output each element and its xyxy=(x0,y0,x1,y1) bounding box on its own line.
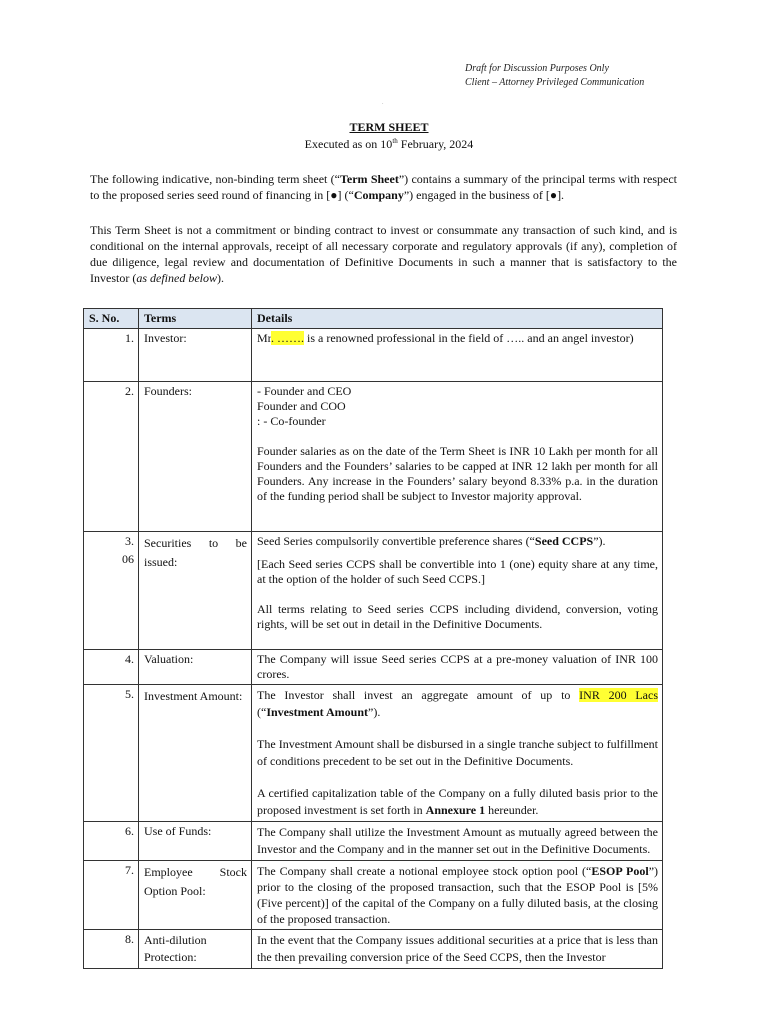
draft-notice xyxy=(465,62,644,90)
investment-line-2: The Investment Amount shall be disbursed in a single tranche subject to fulfillment of conditions precedent to be set out in the Definitive Documents. xyxy=(257,737,658,768)
investment-l3-text-a: A certified capitalization table of the Company on a fully diluted basis prior to the proposed investment is set forth in xyxy=(257,786,658,817)
header-details: Details xyxy=(252,309,663,329)
table-row xyxy=(84,329,663,382)
investment-line-1 xyxy=(257,687,658,721)
header-terms: Terms xyxy=(139,309,252,329)
intro-p1-bold-company: Company xyxy=(353,188,404,202)
row-number: 2. xyxy=(84,382,139,532)
row-number: 7. xyxy=(84,861,139,930)
draft-line-2: Client – Attorney Privileged Communication xyxy=(465,77,645,88)
page-title: TERM SHEET xyxy=(349,120,429,134)
table-row xyxy=(84,532,663,650)
row-number: 5. xyxy=(84,685,139,822)
spacer xyxy=(257,549,658,557)
executed-suffix: February, 2024 xyxy=(397,137,474,151)
intro-p2-text-c: ). xyxy=(216,271,224,285)
row-number-value: 3. xyxy=(125,534,134,548)
intro-p2-italic: as defined below xyxy=(136,271,217,285)
table-row xyxy=(84,861,663,930)
table-row xyxy=(84,382,663,532)
intro-p1-text-e: ”) engaged in the business of [●]. xyxy=(403,188,565,202)
securities-line-3: All terms relating to Seed series CCPS including dividend, conversion, voting rights, will be set out in detail in the Definitive Documents. xyxy=(257,602,658,631)
securities-bold: Seed CCPS xyxy=(534,534,594,548)
row-details: The Company will issue Seed series CCPS at a pre-money valuation of INR 100 crores. xyxy=(252,650,663,685)
intro-p1-bold-term-sheet: Term Sheet xyxy=(340,172,399,186)
esop-text-c: ”) prior to the closing of the proposed transaction, such that the ESOP Pool is [5% (Five percent)] of the capital of the Company on a fully diluted basis, at the closing of the proposed transaction. xyxy=(257,864,659,926)
founder-salary-text: Founder salaries as on the date of the Term Sheet is INR 10 Lakh per month for all Founders and the Founders’ salaries to be capped at INR 12 lakh per month for all Founders. Any increase in the Founders’ salary beyond 8.33% p.a. in the duration of the funding period shall be subject to Investor majority approval. xyxy=(257,444,658,503)
row-details xyxy=(252,861,663,930)
intro-p2-text-a: This Term Sheet is not a commitment or binding contract to invest or consummate any transaction of such kind, and is conditional on the internal approvals, receipt of all necessary corporate and regulatory approvals (if any), completion of due diligence, legal review and documentation of Definitive Documents in such a manner that is satisfactory to the Investor ( xyxy=(90,223,677,285)
row-number: 4. xyxy=(84,650,139,685)
row-term: Anti-dilution Protection: xyxy=(139,930,252,969)
row-details xyxy=(252,382,663,532)
row-term: Use of Funds: xyxy=(139,822,252,861)
row-term: Founders: xyxy=(139,382,252,532)
investor-text-b: is a renowned professional in the field of ….. and an angel investor) xyxy=(304,331,634,345)
row-details xyxy=(252,685,663,822)
table-row xyxy=(84,685,663,822)
row-number: 1. xyxy=(84,329,139,382)
intro-paragraph-2 xyxy=(90,222,677,286)
executed-sup: th xyxy=(392,137,398,145)
investor-highlight: . ……. xyxy=(271,331,305,345)
annexure-bold: Annexure 1 xyxy=(425,803,486,817)
founder-line-2: Founder and COO xyxy=(257,399,346,413)
founder-line-3: : - Co-founder xyxy=(257,414,326,428)
row-term: Employee Stock Option Pool: xyxy=(139,861,252,930)
row-details xyxy=(252,329,663,382)
row-details: The Company shall utilize the Investment Amount as mutually agreed between the Investor and the Company and in the manner set out in the Definitive Documents. xyxy=(252,822,663,861)
terms-table xyxy=(83,308,663,969)
table-row xyxy=(84,650,663,685)
row-details: In the event that the Company issues additional securities at a price that is less than the then prevailing conversion price of the Seed CCPS, then the Investor xyxy=(252,930,663,969)
investment-text-b: (“ xyxy=(257,705,267,719)
investor-text-a: Mr xyxy=(257,331,272,345)
spacer xyxy=(257,587,658,602)
row-term: Investment Amount: xyxy=(139,685,252,822)
row-number: 6. xyxy=(84,822,139,861)
investment-l3-text-c: hereunder. xyxy=(485,803,539,817)
row-number xyxy=(84,532,139,650)
row-term: Investor: xyxy=(139,329,252,382)
founder-line-1: - Founder and CEO xyxy=(257,384,352,398)
investment-line-3 xyxy=(257,785,658,819)
table-row xyxy=(84,930,663,969)
investment-text-d: ”). xyxy=(368,705,381,719)
investment-bold: Investment Amount xyxy=(266,705,368,719)
securities-text-c: ”). xyxy=(593,534,606,548)
row-number: 8. xyxy=(84,930,139,969)
intro-paragraph-1 xyxy=(90,171,677,203)
securities-line-2: [Each Seed series CCPS shall be convertible into 1 (one) equity share at any time, at the option of the holder of such Seed CCPS.] xyxy=(257,557,658,586)
intro-p1-text-a: The following indicative, non-binding term sheet (“ xyxy=(90,172,340,186)
table-row xyxy=(84,822,663,861)
table-header-row xyxy=(84,309,663,329)
investment-highlight: INR 200 Lacs xyxy=(579,688,659,702)
executed-date xyxy=(0,137,768,152)
spacer xyxy=(257,429,658,444)
securities-text-a: Seed Series compulsorily convertible preference shares (“ xyxy=(257,534,535,548)
header-sno: S. No. xyxy=(84,309,139,329)
investment-text-a: The Investor shall invest an aggregate amount of up to xyxy=(257,688,580,702)
row-number-extra: 06 xyxy=(122,552,134,566)
esop-text-a: The Company shall create a notional employee stock option pool (“ xyxy=(257,864,592,878)
intro-p1-text-c: ”) contains a summary of the principal terms with respect to the proposed series seed round of financing in [●] (“ xyxy=(90,172,678,202)
draft-line-1: Draft for Discussion Purposes Only xyxy=(465,63,609,74)
row-term: Valuation: xyxy=(139,650,252,685)
row-details xyxy=(252,532,663,650)
row-term: Securities to be issued: xyxy=(139,532,252,650)
spacer xyxy=(257,770,658,785)
executed-prefix: Executed as on 10 xyxy=(304,137,393,151)
stray-dot: . xyxy=(382,100,384,106)
securities-line-1 xyxy=(257,534,658,549)
spacer xyxy=(257,721,658,736)
esop-bold: ESOP Pool xyxy=(591,864,649,878)
